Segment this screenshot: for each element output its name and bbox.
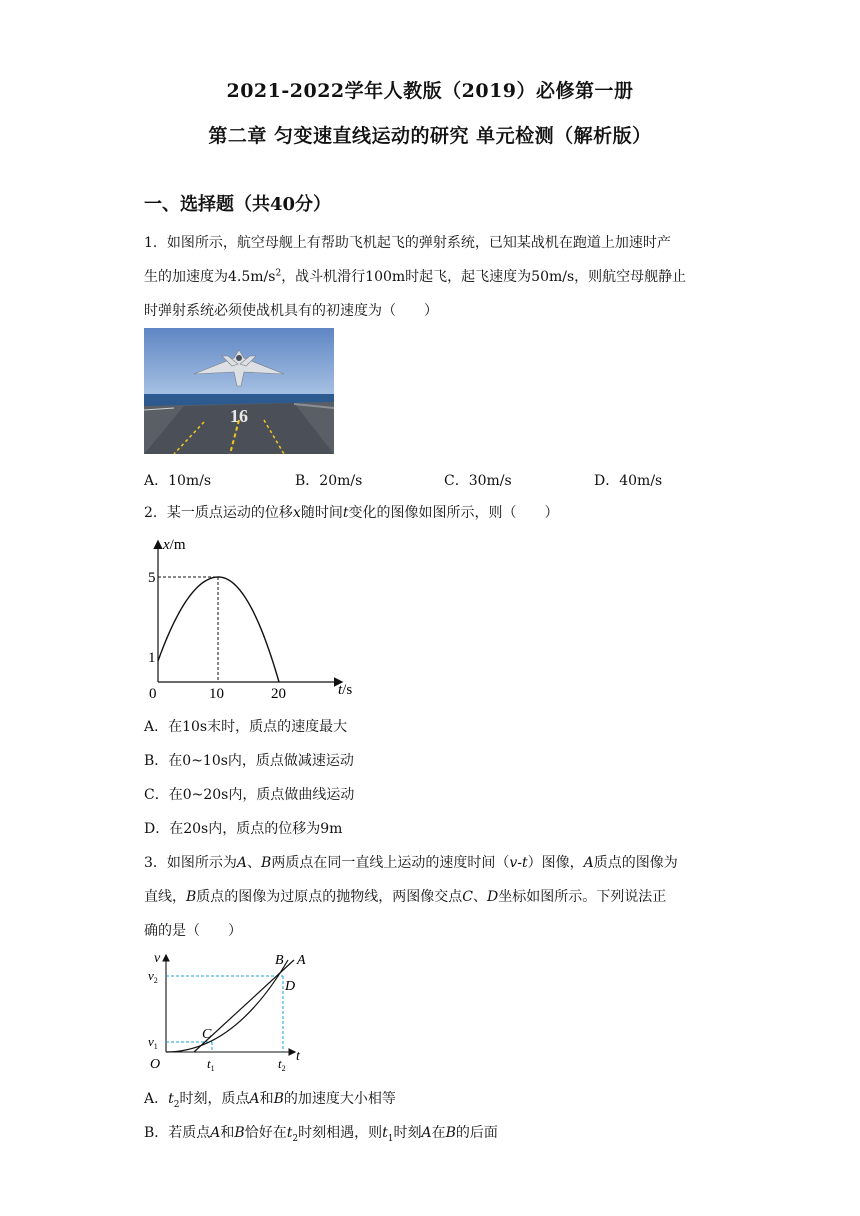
- q1-option-c[interactable]: C．30m/s: [444, 473, 512, 489]
- section-heading: 一、选择题（共40分）: [144, 194, 332, 215]
- q1-line1: 1．如图所示，航空母舰上有帮助飞机起飞的弹射系统，已知某战机在跑道上加速时产: [144, 235, 671, 251]
- document-title-line1: 2021-2022学年人教版（2019）必修第一册: [226, 80, 634, 102]
- parabola-b: [166, 960, 288, 1052]
- q3-line3: 确的是（ ）: [144, 923, 242, 939]
- v2-label: $v_2$: [148, 968, 158, 985]
- t2-label: $t_2$: [278, 1056, 286, 1073]
- carrier-jet-photo: [144, 328, 334, 454]
- q2-option-d[interactable]: D．在20s内，质点的位移为9m: [144, 821, 343, 837]
- q2-option-a[interactable]: A．在10s末时，质点的速度最大: [144, 719, 348, 735]
- q2-stem: 2．某一质点运动的位移x随时间t变化的图像如图所示，则（ ）: [144, 505, 559, 521]
- q1-line2: 生的加速度为$4.5m/s^2$，战斗机滑行100m时起飞，起飞速度为50m/s，则航空母舰静止: [144, 268, 687, 285]
- v1-label: $v_1$: [148, 1034, 158, 1051]
- t-axis-label: t: [296, 1049, 300, 1064]
- deck-number: 16: [230, 406, 248, 426]
- origin-label: O: [150, 1057, 161, 1072]
- y-axis-label: x/m: [163, 537, 186, 553]
- q2-option-c[interactable]: C．在0~20s内，质点做曲线运动: [144, 787, 355, 803]
- y-tick-1: 1: [148, 650, 156, 666]
- label-d: D: [285, 979, 296, 994]
- q2-option-b[interactable]: B．在0~10s内，质点做减速运动: [144, 753, 354, 769]
- t1-label: $t_1$: [207, 1056, 215, 1073]
- q1-option-a[interactable]: A．10m/s: [144, 473, 212, 489]
- x-tick-0: 0: [149, 686, 157, 700]
- y-tick-5: 5: [148, 570, 156, 586]
- x-axis-label: t/s: [338, 682, 353, 698]
- q3-option-b[interactable]: B．若质点A和B恰好在$t_2$时刻相遇，则$t_1$时刻A在B的后面: [144, 1125, 498, 1144]
- label-a: A: [297, 953, 306, 968]
- document-title-line2: 第二章 匀变速直线运动的研究 单元检测（解析版）: [208, 125, 652, 147]
- x-tick-10: 10: [209, 686, 224, 700]
- q1-line3: 时弹射系统必须使战机具有的初速度为（ ）: [144, 303, 438, 319]
- x-tick-20: 20: [271, 686, 286, 700]
- q3-line1: 3．如图所示为A、B两质点在同一直线上运动的速度时间（v-t）图像，A质点的图像为: [144, 855, 678, 871]
- xt-graph: [144, 534, 364, 700]
- v-axis-label: v: [154, 951, 161, 966]
- vt-graph: [144, 950, 316, 1074]
- label-c: C: [202, 1027, 212, 1042]
- q3-option-a[interactable]: A．$t_2$时刻，质点A和B的加速度大小相等: [144, 1091, 396, 1110]
- q1-option-d[interactable]: D．40m/s: [594, 473, 663, 489]
- q3-line2: 直线，B质点的图像为过原点的抛物线，两图像交点C、D坐标如图所示。下列说法正: [144, 889, 667, 905]
- label-b: B: [275, 953, 284, 968]
- q1-option-b[interactable]: B．20m/s: [295, 473, 363, 489]
